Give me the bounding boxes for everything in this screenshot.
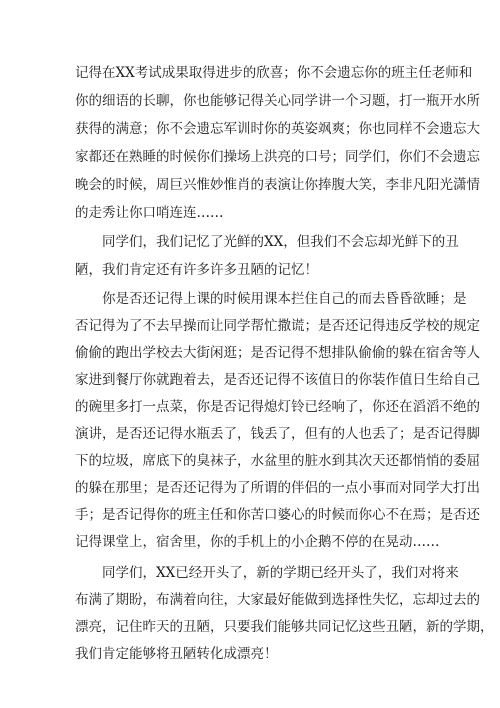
text-line: 陋，我们肯定还有许多许多丑陋的记忆！ [75, 262, 318, 278]
text-line: 获得的满意；你不会遗忘军训时你的英姿飒爽；你也同样不会遗忘大 [75, 121, 480, 137]
text-line: 记得课堂上，宿舍里，你的手机上的小企鹅不停的在晃动…… [75, 534, 440, 550]
text-line: 布满了期盼，布满着向往，大家最好能做到选择性失忆，忘却过去的 [75, 592, 480, 608]
text-line: 同学们，我们记忆了光鲜的XX，但我们不会忘却光鲜下的丑 [75, 234, 459, 250]
text-line: 家都还在熟睡的时候你们操场上洪亮的口号；同学们，你们不会遗忘 [75, 149, 480, 165]
text-line: 漂亮，记住昨天的丑陋，只要我们能够共同记忆这些丑陋，新的学期， [75, 619, 494, 635]
text-line: 同学们，XX已经开头了，新的学期已经开头了，我们对将来 [75, 565, 459, 581]
text-line: 的走秀让你口哨连连…… [75, 205, 224, 221]
text-line: 演讲，是否还记得水瓶丢了，钱丢了，但有的人也丢了；是否记得脚 [75, 426, 480, 442]
text-line: 你是否还记得上课的时候用课本拦住自己的而去昏昏欲睡；是 [75, 291, 467, 307]
text-line: 的躲在那里；是否还记得为了所谓的伴侣的一点小事而对同学大打出 [75, 480, 480, 496]
text-line: 的碗里多打一点菜，你是否记得熄灯铃已经响了，你还在滔滔不绝的 [75, 399, 480, 415]
text-line: 记得在XX考试成果取得进步的欣喜；你不会遗忘你的班主任老师和 [75, 65, 473, 81]
text-line: 否记得为了不去早操而让同学帮忙撒谎；是否还记得违反学校的规定 [75, 318, 480, 334]
text-line: 手；是否记得你的班主任和你苦口婆心的时候而你心不在焉；是否还 [75, 507, 480, 523]
text-line: 我们肯定能够将丑陋转化成漂亮！ [75, 646, 278, 662]
text-line: 下的垃圾，席底下的臭袜子，水盆里的脏水到其次天还都悄悄的委屈 [75, 453, 480, 469]
text-line: 晚会的时候，周巨兴惟妙惟肖的表演让你捧腹大笑，李非凡阳光潇情 [75, 177, 480, 193]
text-line: 偷偷的跑出学校去大街闲逛；是否记得不想排队偷偷的躲在宿舍等人 [75, 345, 480, 361]
text-line: 家进到餐厅你就跑着去，是否还记得不该值日的你装作值日生给自己 [75, 372, 480, 388]
text-line: 你的细语的长聊，你也能够记得关心同学讲一个习题，打一瓶开水所 [75, 93, 480, 109]
